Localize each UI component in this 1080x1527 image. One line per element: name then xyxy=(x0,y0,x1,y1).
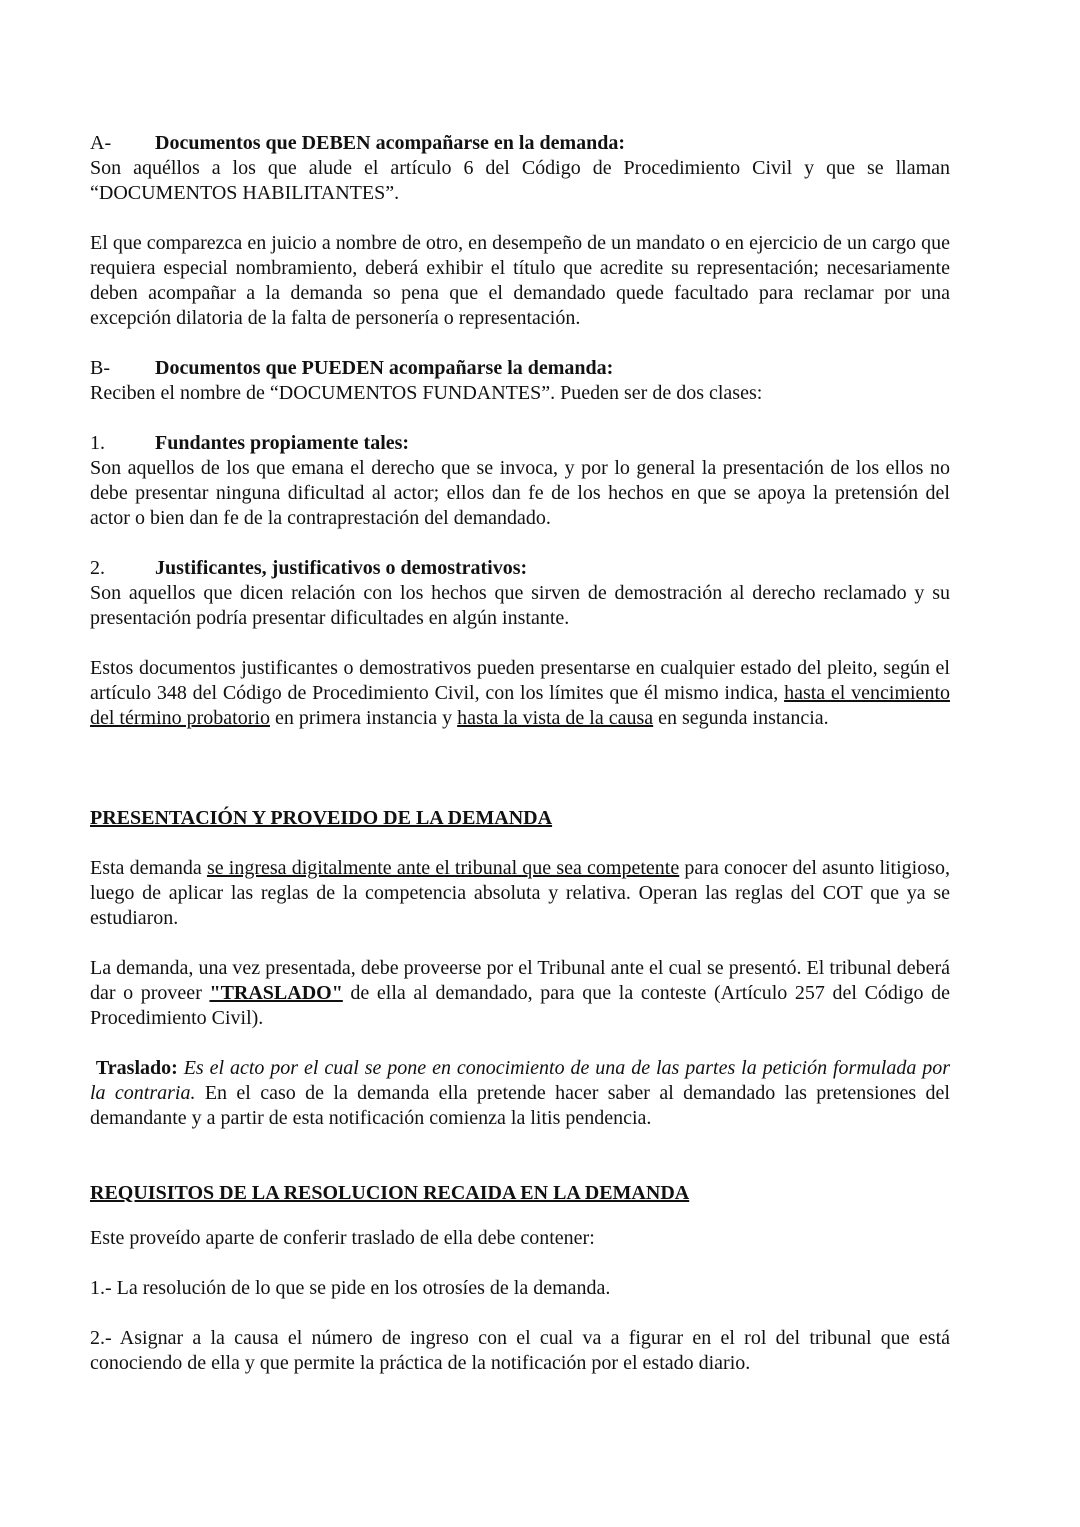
paragraph xyxy=(90,856,950,931)
list-item: 2.- Asignar a la causa el número de ingreso con el cual va a figurar en el rol del tribunal que está conociendo de ella y que permite la práctica de la notificación por el estado diario. xyxy=(90,1327,950,1374)
text: En el caso de la demanda ella pretende hacer saber al demandado las pretensiones del demandante y a partir de esta notificación comienza la litis pendencia. xyxy=(90,1082,950,1129)
paragraph: Son aquellos de los que emana el derecho que se invoca, y por lo general la presentación de los ellos no debe presentar ninguna dificultad al actor; ellos dan fe de los hechos en que se apoya la pretensión del actor o bien dan fe de la contraprestación del demandado. xyxy=(90,457,950,529)
underlined-text: se ingresa digitalmente ante el tribunal que sea competente xyxy=(206,857,680,879)
paragraph: Son aquéllos a los que alude el artículo 6 del Código de Procedimiento Civil y que se llaman “DOCUMENTOS HABILITANTES”. xyxy=(90,157,950,204)
section-heading-presentacion: PRESENTACIÓN Y PROVEIDO DE LA DEMANDA xyxy=(90,807,553,829)
section-a-heading xyxy=(90,131,950,156)
item-1-heading xyxy=(90,431,950,456)
item-number: 2. xyxy=(90,557,105,579)
section-title: Documentos que PUEDEN acompañarse la demanda: xyxy=(155,357,614,379)
item-title: Justificantes, justificativos o demostrativos: xyxy=(155,557,528,579)
text: en segunda instancia. xyxy=(653,707,829,729)
underlined-text: hasta el vencimiento del término probatorio xyxy=(90,682,950,729)
text: La demanda, una vez presentada, debe proveerse por el Tribunal ante el cual se presentó. El tribunal deberá dar o proveer xyxy=(90,957,950,1004)
paragraph: Reciben el nombre de “DOCUMENTOS FUNDANTES”. Pueden ser de dos clases: xyxy=(90,382,763,404)
section-title: Documentos que DEBEN acompañarse en la demanda: xyxy=(155,132,626,154)
paragraph: Este proveído aparte de conferir traslado de ella debe contener: xyxy=(90,1227,595,1249)
item-title: Fundantes propiamente tales: xyxy=(155,432,410,454)
paragraph xyxy=(90,1056,950,1131)
text: de ella al demandado, para que la conteste (Artículo 257 del Código de Procedimiento Civil). xyxy=(90,982,950,1029)
paragraph: Son aquellos que dicen relación con los hechos que sirven de demostración al derecho reclamado y su presentación podría presentar dificultades en algún instante. xyxy=(90,582,950,629)
section-number: A- xyxy=(90,132,112,154)
underlined-text: hasta la vista de la causa xyxy=(457,707,654,729)
paragraph xyxy=(90,656,950,731)
text: Estos documentos justificantes o demostrativos pueden presentarse en cualquier estado del pleito, según el artículo 348 del Código de Procedimiento Civil, con los límites que él mismo indica, xyxy=(90,657,950,704)
term-label: Traslado: xyxy=(95,1057,178,1079)
bold-underlined-text: "TRASLADO" xyxy=(209,982,343,1004)
paragraph xyxy=(90,956,950,1031)
item-number: 1. xyxy=(90,432,105,454)
paragraph: El que comparezca en juicio a nombre de otro, en desempeño de un mandato o en ejercicio de un cargo que requiera especial nombramiento, deberá exhibir el título que acredite su representación; necesariamente deben acompañar a la demanda so pena que el demandado quede facultado para reclamar por una excepción dilatoria de la falta de personería o representación. xyxy=(90,232,950,329)
list-item: 1.- La resolución de lo que se pide en los otrosíes de la demanda. xyxy=(90,1277,611,1299)
section-heading-requisitos: REQUISITOS DE LA RESOLUCION RECAIDA EN LA DEMANDA xyxy=(90,1182,690,1204)
section-number: B- xyxy=(90,357,110,379)
definition-text: Es el acto por el cual se pone en conocimiento de una de las partes la petición formulada por la contraria. xyxy=(90,1057,951,1104)
text: en primera instancia y xyxy=(269,707,458,729)
section-b-heading xyxy=(90,356,950,381)
item-2-heading xyxy=(90,556,950,581)
text: Esta demanda xyxy=(90,857,207,879)
text: para conocer del asunto litigioso, luego de aplicar las reglas de la competencia absoluta y relativa. Operan las reglas del COT que ya se estudiaron. xyxy=(90,857,951,929)
